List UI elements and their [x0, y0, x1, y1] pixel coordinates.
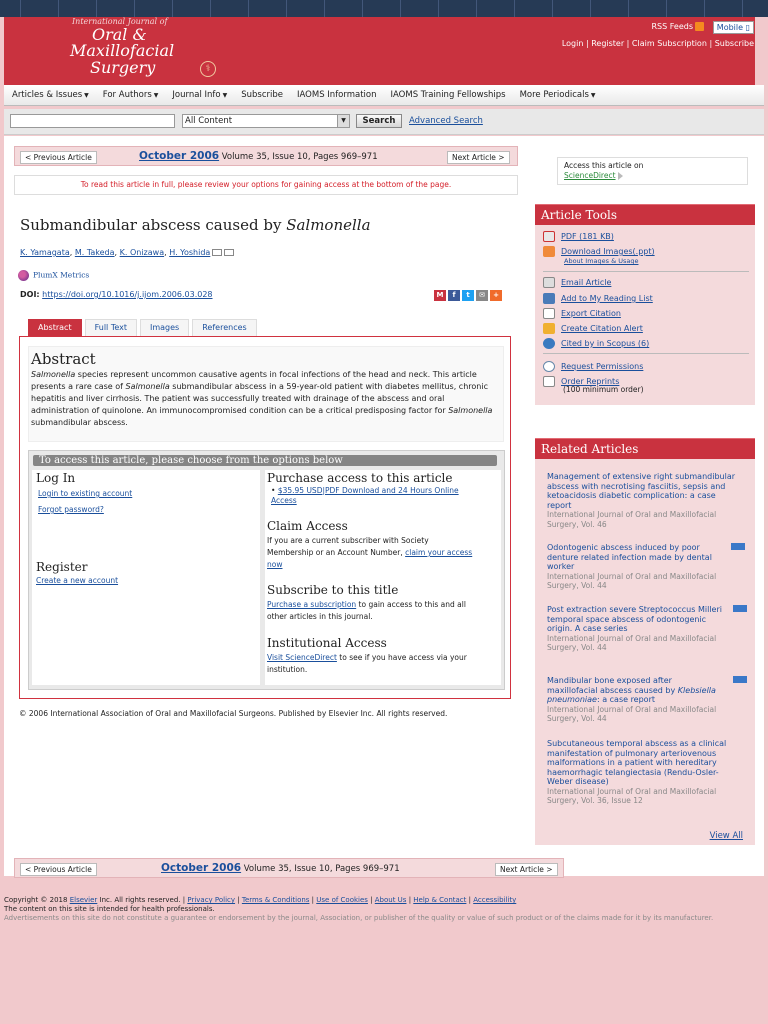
access-options-bar: To access this article, please choose from the options below — [33, 455, 497, 466]
create-account-link[interactable]: Create a new account — [36, 576, 119, 585]
nav-label: IAOMS Training Fellowships — [390, 90, 506, 100]
citation-alert-label: Create Citation Alert — [561, 324, 643, 333]
tab-references[interactable]: References — [192, 319, 256, 336]
article-title — [20, 216, 371, 234]
forgot-password-link[interactable]: Forgot password? — [38, 505, 104, 514]
rss-feeds-link[interactable] — [651, 22, 704, 31]
main-nav — [4, 85, 764, 106]
more-share-icon[interactable]: + — [490, 290, 502, 301]
title-italic: Salmonella — [286, 216, 371, 234]
related-article-journal: International Journal of Oral and Maxillofacial Surgery, Vol. 44 — [547, 633, 717, 652]
logo-small-text: International Journal of — [72, 17, 168, 26]
abstract-panel — [19, 336, 511, 699]
download-images-link[interactable] — [543, 246, 655, 265]
subscribe-heading: Subscribe to this title — [267, 583, 399, 597]
tab-full-text[interactable]: Full Text — [85, 319, 137, 336]
nav-label: IAOMS Information — [297, 90, 377, 100]
email-icon — [543, 277, 555, 288]
abstract-term: Salmonella — [31, 370, 76, 379]
related-article-title[interactable]: Subcutaneous temporal abscess as a clinical manifestation of pulmonary arteriovenous malformations in a patient with hereditary haemorrhagic telangiectasia (Rendu-Osler-Weber disease) — [547, 739, 727, 786]
open-access-badge-icon — [733, 676, 747, 683]
footer-ads-disclaimer: Advertisements on this site do not constitute a guarantee or endorsement by the journal, Association, or publisher of the quality or value of such product or of the claims made for it by its manufacturer. — [4, 914, 714, 922]
author-link[interactable]: H. Yoshida — [169, 248, 211, 257]
privacy-policy-link[interactable]: Privacy Policy — [187, 896, 236, 904]
related-article[interactable] — [547, 739, 737, 806]
claim-access-heading: Claim Access — [267, 519, 348, 533]
chevron-down-icon: ▼ — [222, 92, 228, 99]
login-link[interactable]: Login — [561, 39, 584, 48]
purchase-column — [265, 470, 501, 685]
related-article-journal: International Journal of Oral and Maxillofacial Surgery, Vol. 46 — [547, 510, 717, 529]
login-existing-account-link[interactable]: Login to existing account — [38, 489, 133, 498]
help-contact-link[interactable]: Help & Contact — [413, 896, 467, 904]
reprints-icon — [543, 376, 555, 387]
download-images-label: Download Images(.ppt) — [561, 247, 655, 256]
tab-abstract[interactable]: Abstract — [28, 319, 82, 336]
claim-access-link[interactable]: claim your access now — [267, 548, 473, 569]
nav-label: Subscribe — [241, 90, 283, 100]
search-button[interactable]: Search — [356, 114, 402, 128]
footer-copyright: Copyright © 2018 Elsevier Inc. All rights reserved. | Privacy Policy | Terms & Conditions | Use of Cookies | About Us | Help & Contact | Accessibility — [4, 896, 517, 904]
reading-list-link[interactable] — [543, 293, 653, 304]
nav-label: Articles & Issues — [12, 90, 83, 100]
access-options — [28, 450, 505, 690]
title-fragment: Mandibular bone exposed after maxillofacial abscess caused by — [547, 676, 678, 695]
rss-icon — [695, 22, 704, 31]
order-reprints-link[interactable] — [543, 376, 644, 394]
purchase-article-link[interactable]: $35.95 USD|PDF Download and 24 Hours Online Access — [271, 486, 459, 505]
site-footer — [4, 896, 764, 923]
cookies-link[interactable]: Use of Cookies — [316, 896, 368, 904]
subscribe-text — [267, 599, 487, 623]
author-list: K. Yamagata, M. Takeda, K. Onizawa, H. Yoshida — [20, 248, 234, 257]
article-tabs — [28, 319, 257, 336]
chevron-down-icon: ▼ — [590, 92, 596, 99]
visit-sciencedirect-link[interactable]: Visit ScienceDirect — [267, 653, 337, 662]
bell-icon — [543, 323, 555, 334]
register-link[interactable]: Register — [591, 39, 625, 48]
scopus-icon — [543, 338, 555, 349]
register-heading: Register — [36, 560, 88, 574]
chevron-down-icon: ▼ — [84, 92, 89, 99]
next-article-button[interactable]: Next Article > — [447, 151, 510, 164]
abstract-text — [31, 369, 501, 429]
issue-pager-top — [14, 146, 518, 166]
issue-details: Volume 35, Issue 10, Pages 969–971 — [243, 864, 400, 874]
pdf-label: PDF (181 KB) — [561, 232, 614, 241]
reprints-note: (100 minimum order) — [563, 385, 644, 394]
nav-journal-info[interactable] — [172, 90, 227, 100]
logo-line-2: Maxillofacial — [70, 41, 175, 60]
chevron-down-icon: ▼ — [153, 92, 159, 99]
seal-icon: ⚕ — [200, 61, 216, 77]
claim-text: If you are a current subscriber with Society Membership or an Account Number, — [267, 536, 429, 557]
arrow-right-icon — [618, 172, 623, 180]
plumx-metrics[interactable] — [18, 270, 89, 281]
doi-line — [20, 290, 213, 299]
nav-label: Journal Info — [172, 90, 221, 100]
site-header — [4, 17, 755, 85]
rss-label: RSS Feeds — [651, 22, 693, 31]
next-article-button[interactable]: Next Article > — [495, 863, 558, 876]
twitter-icon[interactable]: t — [462, 290, 474, 301]
related-article[interactable] — [547, 543, 715, 591]
citation-alert-link[interactable] — [543, 323, 643, 334]
related-article[interactable] — [547, 472, 737, 529]
export-citation-label: Export Citation — [561, 309, 621, 318]
tab-images[interactable]: Images — [140, 319, 189, 336]
scopus-label: Cited by in Scopus (6) — [561, 339, 650, 348]
previous-article-button[interactable]: < Previous Article — [20, 863, 97, 876]
facebook-icon[interactable]: f — [448, 290, 460, 301]
related-articles-heading: Related Articles — [535, 438, 755, 459]
chevron-down-icon: ▼ — [337, 115, 349, 127]
nav-for-authors[interactable] — [103, 90, 159, 100]
search-scope-select[interactable] — [182, 114, 350, 128]
access-notice: To read this article in full, please review your options for gaining access at the bottom of the page. — [14, 175, 518, 195]
about-us-link[interactable]: About Us — [374, 896, 407, 904]
issue-pager-bottom — [14, 858, 564, 878]
issue-month-link[interactable]: October 2006 — [139, 150, 220, 162]
author-link[interactable]: M. Takeda — [74, 248, 115, 257]
institutional-access-heading: Institutional Access — [267, 636, 387, 650]
mendeley-icon[interactable]: M — [434, 290, 446, 301]
pdf-link[interactable] — [543, 231, 614, 242]
email-icon[interactable] — [224, 249, 234, 256]
logo-line-3: Surgery — [90, 58, 156, 77]
previous-article-button[interactable]: < Previous Article — [20, 151, 97, 164]
related-article-title[interactable]: Post extraction severe Streptococcus Milleri temporal space abscess of odontogenic origin. A case series — [547, 605, 722, 633]
scopus-citations-link[interactable] — [543, 338, 649, 349]
purchase-subscription-link[interactable]: Purchase a subscription — [267, 600, 357, 609]
login-register-column — [32, 470, 260, 685]
author-link[interactable]: K. Yamagata — [20, 248, 70, 257]
reading-list-label: Add to My Reading List — [561, 294, 653, 303]
divider — [543, 271, 749, 272]
advanced-search-link[interactable]: Advanced Search — [409, 116, 483, 126]
terms-link[interactable]: Terms & Conditions — [241, 896, 310, 904]
view-all-link[interactable]: View All — [709, 831, 743, 841]
reprints-label: Order Reprints — [561, 377, 620, 386]
copyright-icon — [543, 361, 555, 372]
article-tools-heading: Article Tools — [535, 204, 755, 225]
request-permissions-link[interactable] — [543, 361, 643, 372]
permissions-label: Request Permissions — [561, 362, 644, 371]
related-article-title[interactable]: Management of extensive right submandibular abscess with necrotising fasciitis, sepsis and ketoacidosis diabetic complication: a case report — [547, 472, 736, 510]
open-access-badge-icon — [733, 605, 747, 612]
email-article-link[interactable] — [543, 277, 611, 288]
share-icons — [434, 290, 502, 301]
abstract-heading: Abstract — [31, 350, 96, 368]
claim-subscription-link[interactable]: Claim Subscription — [631, 39, 707, 48]
nav-subscribe[interactable] — [241, 90, 283, 100]
export-icon — [543, 308, 555, 319]
title-main: Submandibular abscess caused by — [20, 216, 287, 234]
login-heading: Log In — [36, 471, 76, 485]
abstract-term: Salmonella — [125, 382, 170, 391]
article-tools-panel — [535, 204, 755, 405]
institutional-access-text — [267, 652, 487, 676]
accessibility-link[interactable]: Accessibility — [473, 896, 517, 904]
pdf-icon — [543, 231, 555, 242]
footer-copyright-text: Copyright © 2018 — [4, 896, 70, 904]
related-articles-panel — [535, 438, 755, 845]
divider — [543, 353, 749, 354]
nav-label: More Periodicals — [519, 90, 589, 100]
plumx-icon — [18, 270, 29, 281]
footer-copyright-text: Inc. All rights reserved. | — [97, 896, 188, 904]
abstract-fragment: submandibular abscess in a 59-year-old patient with diabetes mellitus, chronic hepatitis and liver cirrhosis. The patient was successfully treated with drainage of the abscess and oral administration of quinolone. An immunocompromised condition can be a critical predisposing factor for — [31, 382, 488, 415]
abstract-term: Salmonella — [448, 406, 493, 415]
nav-iaoms-information[interactable] — [297, 90, 377, 100]
article-copyright: © 2006 International Association of Oral and Maxillofacial Surgeons. Published by Elsevier Inc. All rights reserved. — [19, 709, 448, 718]
mobile-label: Mobile — [716, 23, 744, 32]
nav-articles-issues[interactable] — [12, 90, 89, 100]
purchase-option: • $35.95 USD|PDF Download and 24 Hours Online Access — [271, 486, 459, 505]
title-italic: Klebsiella pneumoniae — [547, 685, 716, 704]
sciencedirect-box[interactable] — [557, 157, 748, 185]
inst-text-fragment: to see if you have access via your institution. — [267, 653, 467, 674]
doi-label: DOI: — [20, 290, 40, 299]
account-links: Login | Register | Claim Subscription | Subscribe — [561, 39, 754, 48]
doi-link[interactable]: https://doi.org/10.1016/j.ijom.2006.03.028 — [42, 290, 213, 299]
issue-info — [139, 150, 378, 162]
claim-access-text — [267, 535, 477, 571]
abstract-fragment: species represent uncommon causative agents in focal infections of the head and neck. This article presents a rare case of — [31, 370, 477, 391]
author-link[interactable]: K. Onizawa — [119, 248, 165, 257]
search-input[interactable] — [10, 114, 175, 128]
footer-health-notice: The content on this site is intended for health professionals. — [4, 905, 215, 913]
sciencedirect-link[interactable]: ScienceDirect — [564, 171, 616, 180]
related-article-title[interactable] — [547, 676, 719, 705]
purchase-heading: Purchase access to this article — [267, 471, 453, 485]
email-share-icon[interactable]: ✉ — [476, 290, 488, 301]
nav-more-periodicals[interactable] — [520, 90, 596, 100]
abstract-fragment: submandibular abscess. — [31, 418, 128, 427]
nav-label: For Authors — [102, 90, 152, 100]
issue-details: Volume 35, Issue 10, Pages 969–971 — [221, 152, 378, 162]
search-bar — [4, 109, 764, 135]
abstract-box — [28, 346, 504, 442]
email-article-label: Email Article — [561, 278, 612, 287]
ppt-icon — [543, 246, 555, 257]
logo-line-1: Oral & — [92, 25, 147, 44]
elsevier-link[interactable]: Elsevier — [69, 896, 98, 904]
search-scope-value: All Content — [185, 116, 233, 126]
related-article-title[interactable]: Odontogenic abscess induced by poor denture related infection made by dental worker — [547, 543, 712, 571]
related-article-journal: International Journal of Oral and Maxillofacial Surgery, Vol. 44 — [547, 571, 717, 590]
subscribe-link[interactable]: Subscribe — [714, 39, 754, 48]
related-article[interactable] — [547, 676, 719, 724]
related-article-journal: International Journal of Oral and Maxillofacial Surgery, Vol. 44 — [547, 704, 717, 723]
about-images-link[interactable]: About Images & Usage — [564, 257, 639, 265]
journal-logo[interactable] — [70, 17, 220, 85]
subscribe-text-fragment: to gain access to this and all other articles in this journal. — [267, 600, 466, 621]
sd-line-1: Access this article on — [564, 161, 644, 170]
plumx-label: PlumX Metrics — [33, 270, 90, 280]
open-access-badge-icon — [731, 543, 745, 550]
mobile-button[interactable]: Mobile ▯ — [713, 21, 754, 34]
related-article[interactable] — [547, 605, 727, 653]
nav-iaoms-fellowships[interactable] — [391, 90, 506, 100]
top-strip — [0, 0, 768, 17]
issue-month-link[interactable]: October 2006 — [161, 862, 242, 874]
email-icon[interactable] — [212, 249, 222, 256]
title-fragment: : a case report — [596, 695, 656, 704]
issue-info — [161, 862, 400, 874]
reading-list-icon — [543, 293, 555, 304]
export-citation-link[interactable] — [543, 308, 621, 319]
related-article-journal: International Journal of Oral and Maxillofacial Surgery, Vol. 36, Issue 12 — [547, 786, 717, 805]
